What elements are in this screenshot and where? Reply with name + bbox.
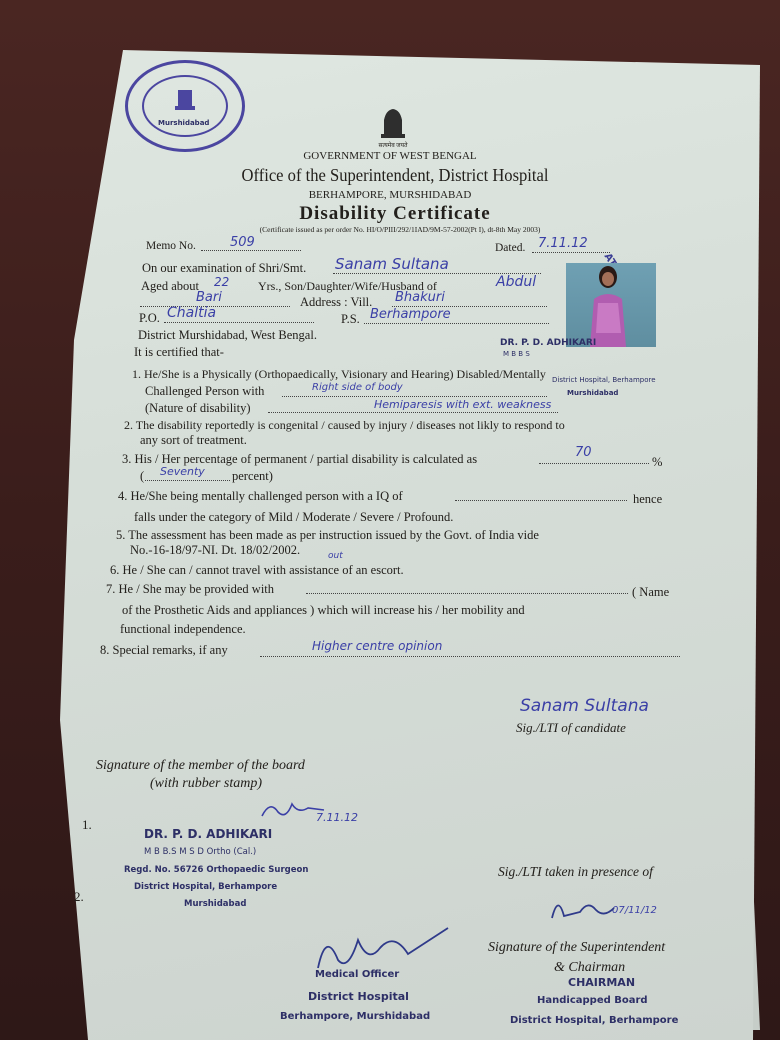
po-label: P.O. — [139, 311, 160, 325]
ps-dots — [364, 323, 549, 324]
dated-value: 7.11.12 — [538, 236, 588, 251]
candidate-signature-label: Sig./LTI of candidate — [516, 720, 626, 735]
board-label-1: Signature of the member of the board — [96, 758, 305, 773]
item-4-line-1: 4. He/She being mentally challenged person with a IQ of — [118, 489, 403, 503]
district-line: District Murshidabad, West Bengal. — [138, 328, 317, 342]
person-photo-icon — [566, 263, 656, 347]
office-seal-stamp — [125, 60, 245, 152]
memo-dots — [201, 250, 301, 251]
relation-label: Yrs., Son/Daughter/Wife/Husband of — [258, 279, 437, 293]
doctor-hospital: District Hospital, Berhampore — [134, 882, 278, 892]
dated-label: Dated. — [495, 242, 526, 254]
relation-value: Abdul — [496, 274, 537, 290]
item-3-words-dots — [145, 480, 230, 481]
board-number-1: 1. — [82, 817, 92, 832]
superintendent-label-1: Signature of the Superintendent — [488, 940, 666, 955]
doctor-registration: Regd. No. 56726 Orthopaedic Surgeon — [124, 865, 309, 875]
item-3-open-paren: ( — [140, 469, 145, 483]
medical-officer-place: Berhampore, Murshidabad — [280, 1011, 431, 1022]
item-7-line-1: 7. He / She may be provided with — [106, 582, 275, 596]
board-signature-icon — [258, 798, 328, 824]
doctor-district: Murshidabad — [184, 899, 247, 909]
presence-date: 07/11/12 — [612, 905, 657, 916]
ps-value: Berhampore — [370, 307, 451, 322]
office-heading: Office of the Superintendent, District Hospital — [241, 165, 549, 185]
po-value: Chaltia — [167, 305, 217, 321]
board-stamp: Handicapped Board — [537, 995, 648, 1006]
item-6-line: 6. He / She can / cannot travel with assistance of an escort. — [110, 563, 404, 577]
item-3-value: 70 — [575, 445, 592, 460]
item-6-value: out — [328, 551, 343, 561]
item-8-value: Higher centre opinion — [312, 639, 443, 653]
item-7-line-3: functional independence. — [120, 622, 246, 636]
item-7-line-2: of the Prosthetic Aids and appliances ) which will increase his / her mobility and — [122, 603, 525, 617]
aged-label: Aged about — [141, 279, 199, 293]
candidate-name: Sanam Sultana — [335, 255, 449, 273]
doctor-qualification: M B B.S M S D Ortho (Cal.) — [144, 847, 257, 857]
certified-line: It is certified that- — [134, 345, 224, 359]
board-number-2: 2. — [74, 889, 84, 904]
item-1-value-3: Hemiparesis with ext. weakness — [374, 398, 552, 411]
seal-emblem-icon — [125, 60, 245, 152]
item-8-line: 8. Special remarks, if any — [100, 643, 228, 657]
memo-label: Memo No. — [146, 240, 196, 252]
place-heading: BERHAMPORE, MURSHIDABAD — [308, 189, 472, 201]
ps-label: P.S. — [341, 312, 360, 326]
item-4-line-2: falls under the category of Mild / Moderate / Severe / Profound. — [134, 510, 454, 524]
presence-label: Sig./LTI taken in presence of — [498, 864, 653, 879]
exam-label: On our examination of Shri/Smt. — [142, 261, 307, 275]
item-5-line-1: 5. The assessment has been made as per instruction issued by the Govt. of India vide — [116, 528, 539, 542]
seal-center-text: Murshidabad — [158, 119, 210, 127]
item-3-close: percent) — [232, 469, 273, 483]
item-1-dots-3 — [268, 412, 558, 413]
relation-value-2: Bari — [196, 290, 222, 305]
item-3-percent-sign: % — [652, 455, 663, 469]
item-1-line-1: 1. He/She is a Physically (Orthopaedically, Visionary and Hearing) Disabled/Mentally — [132, 367, 546, 381]
item-2-line-2: any sort of treatment. — [140, 433, 247, 447]
photo-stamp-qual: M B B S — [503, 350, 530, 358]
item-7-name: ( Name — [632, 585, 670, 599]
item-8-dots — [260, 656, 680, 657]
item-1-line-2: Challenged Person with — [145, 384, 265, 398]
address-label: Address : Vill. — [300, 295, 373, 309]
photo-stamp-name: DR. P. D. ADHIKARI — [500, 338, 597, 348]
item-1-value-2: Right side of body — [312, 382, 403, 393]
chairman-stamp: CHAIRMAN — [568, 976, 636, 989]
medical-officer-hospital: District Hospital — [308, 990, 409, 1003]
medical-officer-title: Medical Officer — [315, 969, 400, 980]
item-1-dots-2 — [282, 396, 547, 397]
item-1-line-3: (Nature of disability) — [145, 401, 251, 415]
item-5-line-2: No.-16-18/97-NI. Dt. 18/02/2002. — [130, 543, 301, 557]
item-4-dots — [455, 500, 627, 501]
item-7-dots — [306, 593, 628, 594]
hospital-stamp: District Hospital, Berhampore — [510, 1015, 679, 1026]
state-emblem-icon — [376, 106, 410, 144]
dated-dots — [532, 252, 610, 253]
board-label-2: (with rubber stamp) — [150, 776, 262, 791]
emblem-caption: सत्यमेव जयते — [378, 143, 408, 149]
candidate-signature: Sanam Sultana — [520, 696, 649, 716]
doctor-name: DR. P. D. ADHIKARI — [144, 827, 273, 841]
memo-value: 509 — [230, 235, 255, 250]
item-3-dots — [539, 463, 649, 464]
candidate-photo — [566, 263, 656, 347]
item-3-words: Seventy — [160, 465, 205, 478]
village-value: Bhakuri — [395, 290, 445, 305]
presence-signature-icon — [544, 888, 624, 928]
certificate-title: Disability Certificate — [299, 203, 491, 224]
item-3-line-1: 3. His / Her percentage of permanent / partial disability is calculated as — [122, 452, 478, 466]
order-reference: (Certificate issued as per order No. HI/O/PIII/292/1IAD/9M-57-2002(Pt I), dt-8th May 2003) — [259, 225, 541, 234]
photo-stamp-district: Murshidabad — [567, 389, 619, 397]
age-value: 22 — [214, 275, 230, 289]
photo-stamp-hospital: District Hospital, Berhampore — [552, 376, 656, 384]
po-dots — [164, 322, 314, 323]
item-2-line-1: 2. The disability reportedly is congenital / caused by injury / diseases not likly to respond to — [124, 418, 565, 432]
govt-heading: GOVERNMENT OF WEST BENGAL — [303, 150, 477, 162]
superintendent-label-2: & Chairman — [554, 960, 626, 975]
board-sign-date: 7.11.12 — [316, 811, 358, 824]
item-4-hence: hence — [633, 492, 663, 506]
